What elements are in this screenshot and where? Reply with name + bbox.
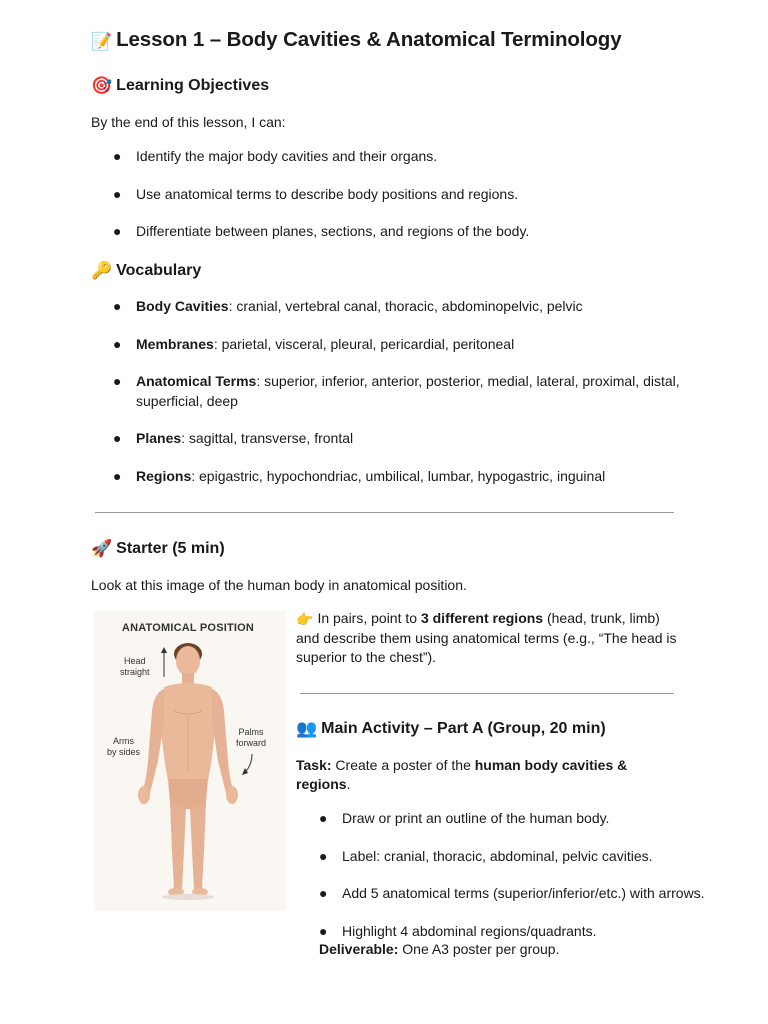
starter-text: Look at this image of the human body in anatomical position. <box>91 577 467 593</box>
human-body-illustration <box>94 611 286 911</box>
list-item: ● Anatomical Terms: superior, inferior, anterior, posterior, medial, lateral, proximal, distal, superficial, deep <box>113 373 680 409</box>
vocabulary-list <box>113 297 680 504</box>
label-head-straight: Head straight <box>120 656 150 677</box>
list-item: ● Label: cranial, thoracic, abdominal, pelvic cavities. <box>319 847 653 864</box>
people-icon: 👥 <box>296 719 318 738</box>
task-description: Task: Create a poster of the human body cavities & regions. <box>296 757 628 792</box>
starter-heading: 🚀 Starter (5 min) <box>91 539 225 558</box>
list-item: ● Regions: epigastric, hypochondriac, umbilical, lumbar, hypogastric, inguinal <box>113 467 606 484</box>
task-list <box>319 809 719 941</box>
list-item: ● Planes: sagittal, transverse, frontal <box>113 430 354 446</box>
label-arms-by-sides: Arms by sides <box>107 736 141 757</box>
rocket-icon: 🚀 <box>91 539 113 558</box>
divider <box>95 512 674 513</box>
objectives-intro: By the end of this lesson, I can: <box>91 114 286 130</box>
list-item: ● Add 5 anatomical terms (superior/inferior/etc.) with arrows. <box>319 885 705 901</box>
deliverable: Deliverable: One A3 poster per group. <box>319 941 560 957</box>
label-palms-forward: Palms forward <box>236 727 267 748</box>
objectives-heading: 🎯 Learning Objectives <box>91 76 270 95</box>
key-icon: 🔑 <box>91 261 113 280</box>
list-item: ● Highlight 4 abdominal regions/quadrants. <box>319 922 597 939</box>
pointing-hand-icon: 👉 <box>296 611 314 627</box>
figure-title: ANATOMICAL POSITION <box>121 622 255 634</box>
list-item: ● Use anatomical terms to describe body positions and regions. <box>113 185 519 202</box>
list-item: ● Body Cavities: cranial, vertebral canal, thoracic, abdominopelvic, pelvic <box>113 298 583 314</box>
pairs-instruction: 👉 In pairs, point to 3 different regions (head, trunk, limb) and describe them using anatomical terms (e.g., “The head is superior to the chest”). <box>296 610 677 665</box>
target-icon: 🎯 <box>91 76 113 95</box>
list-item: ● Identify the major body cavities and their organs. <box>113 148 438 164</box>
list-item: ● Differentiate between planes, sections, and regions of the body. <box>113 223 530 239</box>
list-item: ● Membranes: parietal, visceral, pleural, pericardial, peritoneal <box>113 335 515 352</box>
divider <box>300 693 674 694</box>
page-title: 📝 Lesson 1 – Body Cavities & Anatomical Terminology <box>91 28 622 51</box>
anatomical-position-figure <box>94 611 286 911</box>
list-item: ● Draw or print an outline of the human body. <box>319 810 610 826</box>
vocabulary-heading: 🔑 Vocabulary <box>91 261 202 280</box>
main-activity-heading: 👥 Main Activity – Part A (Group, 20 min) <box>296 719 606 738</box>
memo-icon: 📝 <box>91 32 113 51</box>
objectives-list <box>113 147 529 260</box>
